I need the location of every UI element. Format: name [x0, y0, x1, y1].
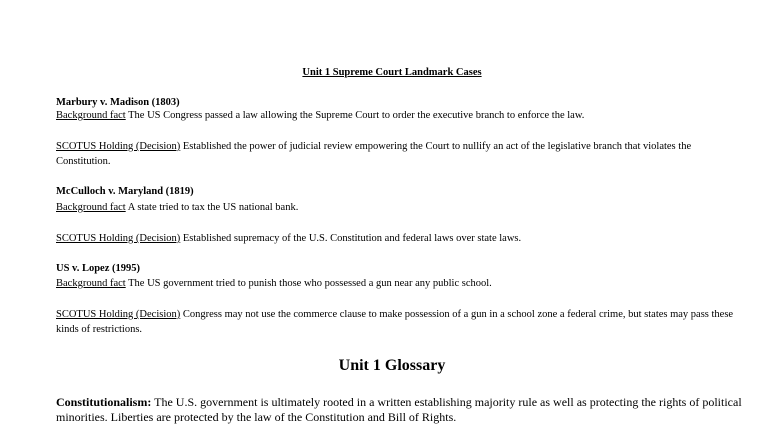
document-title: Unit 1 Supreme Court Landmark Cases: [302, 67, 482, 78]
holding-text: Established supremacy of the U.S. Constitution and federal laws over state laws.: [180, 233, 522, 244]
case-name: US v. Lopez (1995): [56, 263, 140, 274]
case-mcculloch-holding: [56, 231, 736, 246]
background-text: The US Congress passed a law allowing the Supreme Court to order the executive branch to enforce the law.: [125, 110, 585, 121]
case-lopez-name: [56, 261, 736, 276]
holding-label: SCOTUS Holding (Decision): [56, 309, 181, 320]
background-label: Background fact: [56, 278, 126, 289]
case-name: Marbury v. Madison (1803): [56, 97, 180, 108]
glossary-definition: The U.S. government is ultimately rooted in a written establishing majority rule as well as protecting the rights of political minorities. Liberties are protected by the law of the Constitution and Bill of Rights.: [56, 395, 742, 424]
case-name: McCulloch v. Maryland (1819): [56, 186, 194, 197]
case-lopez-background: [56, 276, 736, 291]
case-marbury-holding: [56, 139, 736, 169]
glossary-title: Unit 1 Glossary: [338, 357, 446, 374]
background-text: The US government tried to punish those who possessed a gun near any public school.: [125, 278, 492, 289]
holding-text: Established the power of judicial review empowering the Court to nullify an act of the legislative branch that violates the Constitution.: [56, 141, 692, 167]
glossary-term: Constitutionalism:: [56, 395, 152, 409]
background-label: Background fact: [56, 202, 126, 213]
case-mcculloch-background: [56, 200, 736, 215]
holding-label: SCOTUS Holding (Decision): [56, 141, 181, 152]
case-marbury-background: [56, 108, 736, 123]
glossary-entry: [56, 395, 746, 425]
case-lopez-holding: [56, 307, 736, 337]
holding-text: Congress may not use the commerce clause to make possession of a gun in a school zone a federal crime, but states may pass these kinds of restrictions.: [56, 309, 734, 335]
holding-label: SCOTUS Holding (Decision): [56, 233, 181, 244]
case-mcculloch-name: [56, 184, 736, 199]
background-text: A state tried to tax the US national bank.: [125, 202, 299, 213]
background-label: Background fact: [56, 110, 126, 121]
